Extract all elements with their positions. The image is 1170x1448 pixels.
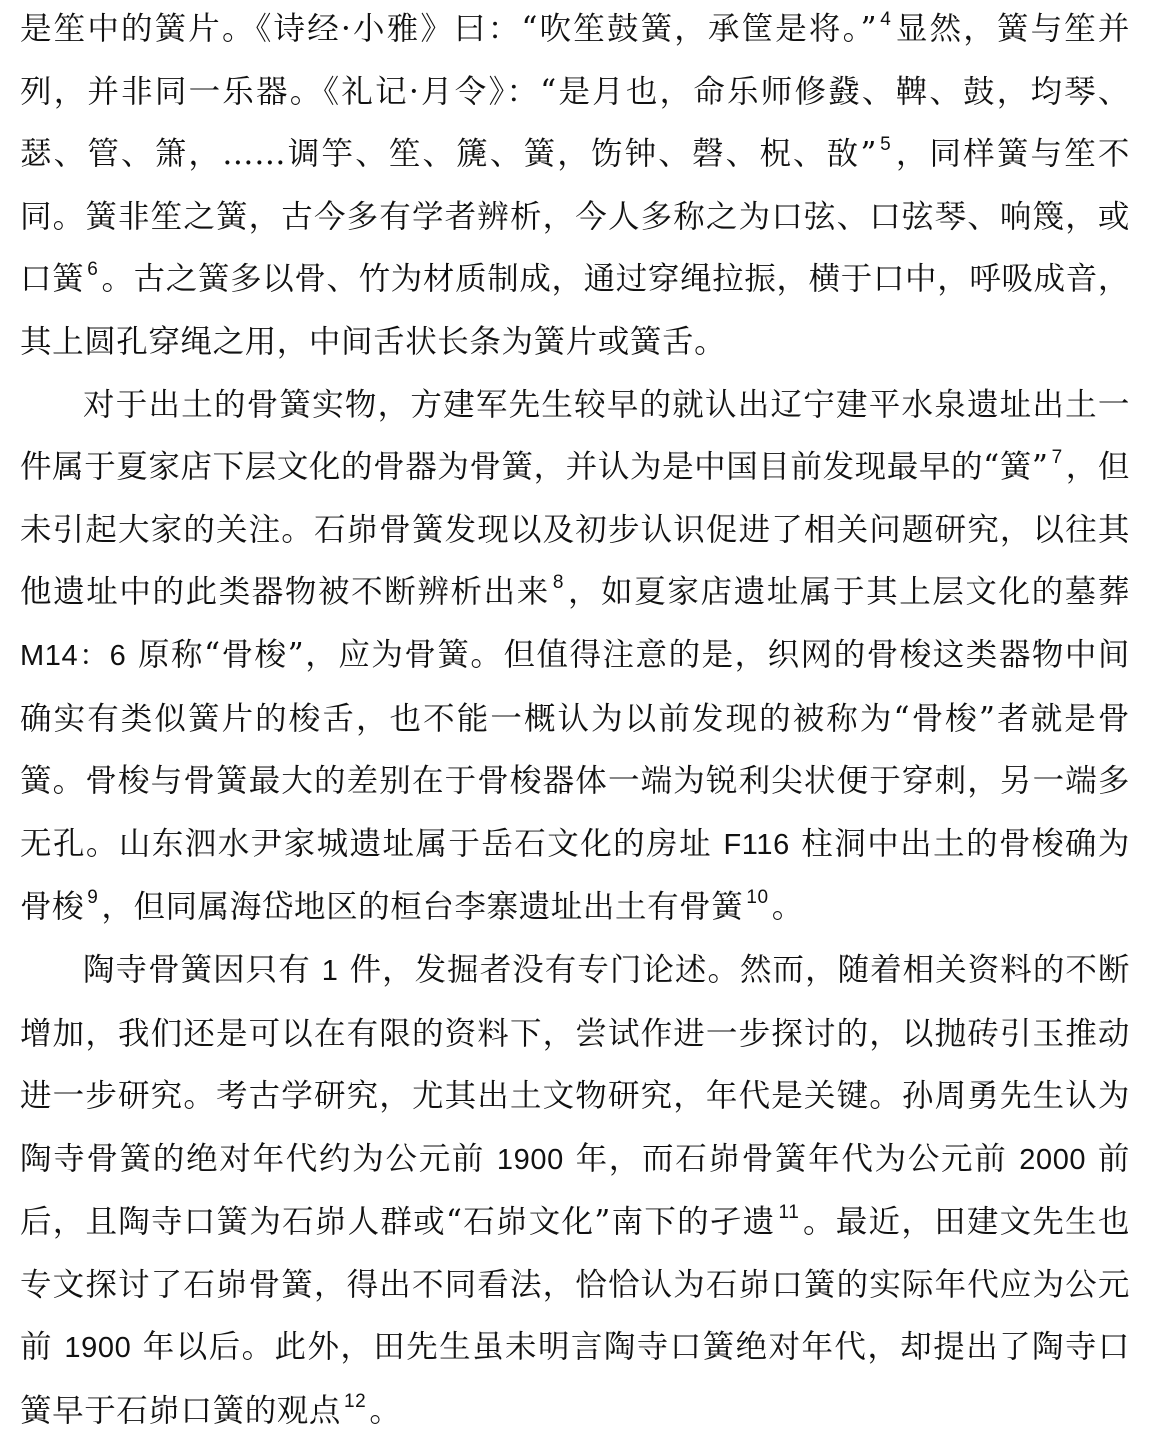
footnote-marker: 12 xyxy=(344,1390,367,1412)
footnote-marker: 4 xyxy=(880,8,892,30)
paragraph-1 xyxy=(20,0,1130,374)
text-run: 年以后。此外，田先生虽未明言陶寺口簧绝对年代，却提出了陶寺口簧早于石峁口簧的观点 xyxy=(20,1329,1130,1430)
text-run: 件，发掘者没有专门论述。然而，随着相关资料的不断增加，我们还是可以在有限的资料下，尝试作进一步探讨的，以抛砖引玉推动进一步研究。考古学研究，尤其出土文物研究，年代是关键。孙周勇先生认为陶寺骨簧的绝对年代约为公元前 xyxy=(20,951,1130,1177)
paragraph-2 xyxy=(20,374,1130,939)
text-run: 是笙中的簧片。《诗经·小雅》曰：“吹笙鼓簧，承筐是将。” xyxy=(20,11,878,47)
text-run: 陶寺骨簧因只有 xyxy=(83,951,322,988)
text-run: ，同样簧与笙不同。簧非笙之簧，古今多有学者辨析，今人多称之为口弦、口弦琴、响篾，或口簧 xyxy=(20,136,1130,298)
inline-number: 1900 xyxy=(64,1332,132,1365)
paragraph-3 xyxy=(20,939,1130,1443)
text-run: 原称“骨梭”，应为骨簧。但值得注意的是，织网的骨梭这类器物中间确实有类似簧片的梭舌，也不能一概认为以前发现的被称为“骨梭”者就是骨簧。骨梭与骨簧最大的差别在于骨梭器体一端为锐利尖状便于穿刺，另一端多无孔。山东泗水尹家城遗址属于岳石文化的房址 xyxy=(20,636,1130,862)
footnote-marker: 11 xyxy=(778,1202,800,1224)
footnote-marker: 7 xyxy=(1051,446,1063,468)
inline-number: 2000 xyxy=(1019,1143,1087,1176)
footnote-marker: 8 xyxy=(552,572,565,594)
text-run: 柱洞中出土的骨梭确为骨梭 xyxy=(20,825,1130,926)
text-run: ，但未引起大家的关注。石峁骨簧发现以及初步认识促进了相关问题研究，以往其他遗址中的此类器物被不断辨析出来 xyxy=(20,449,1131,611)
inline-number: 1900 xyxy=(496,1143,564,1176)
text-run: ，如夏家店遗址属于其上层文化的墓葬 xyxy=(567,574,1130,611)
footnote-marker: 10 xyxy=(746,887,769,909)
footnote-marker: 5 xyxy=(880,133,892,155)
text-run: 。最近，田建文先生也专文探讨了石峁骨簧，得出不同看法，恰恰认为石峁口簧的实际年代应为公元前 xyxy=(20,1204,1130,1366)
footnote-marker: 6 xyxy=(87,259,99,281)
text-run: ，但同属海岱地区的桓台李寨遗址出土有骨簧 xyxy=(101,889,744,926)
inline-number: 1 xyxy=(321,954,339,987)
text-run: 显然，簧与笙并列，并非同一乐器。《礼记·月令》：“是月也，命乐师修鼗、鞞、鼓，均琴、瑟、管、箫，……调竽、笙、篪、簧，饬钟、磬、柷、敔” xyxy=(20,11,1130,173)
text-run: 前后，且陶寺口簧为石峁人群或“石峁文化”南下的孑遗 xyxy=(20,1140,1131,1241)
text-run: 。 xyxy=(369,1393,402,1430)
inline-number: M14：6 xyxy=(20,639,127,672)
text-run: 年，而石峁骨簧年代为公元前 xyxy=(563,1140,1020,1177)
footnote-marker: 9 xyxy=(87,887,99,909)
document-page xyxy=(20,0,1130,1443)
inline-number: F116 xyxy=(723,828,790,861)
text-run: 对于出土的骨簧实物，方建军先生较早的就认出辽宁建平水泉遗址出土一件属于夏家店下层文化的骨器为骨簧，并认为是中国目前发现最早的“簧” xyxy=(20,386,1130,486)
text-run: 。 xyxy=(771,889,804,926)
text-run: 。古之簧多以骨、竹为材质制成，通过穿绳拉振，横于口中，呼吸成音，其上圆孔穿绳之用，中间舌状长条为簧片或簧舌。 xyxy=(20,261,1131,360)
